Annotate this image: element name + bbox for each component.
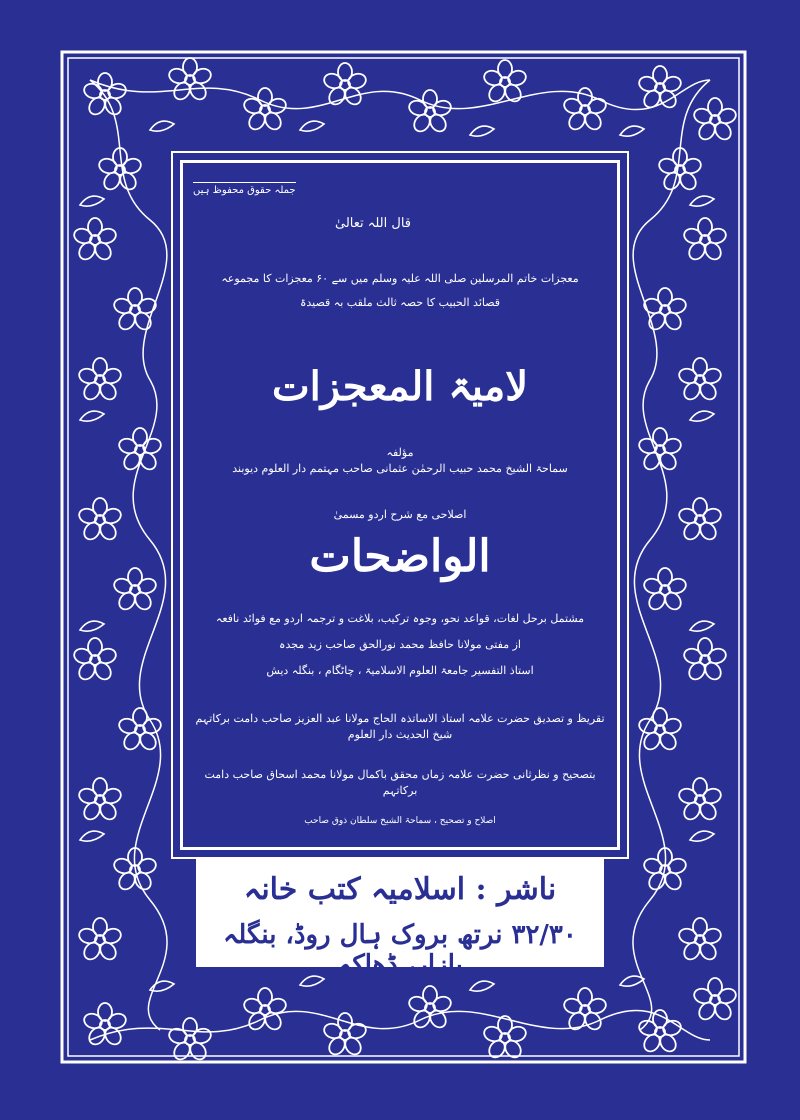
author-name: سماحۃ الشیخ محمد حبیب الرحمٰن عثمانی صاحب مہتمم دار العلوم دیوبند [232,462,568,475]
contents-line: مشتمل برحل لغات، قواعد نحو، وجوہ ترکیب، بلاغت و ترجمہ اردو مع فوائد نافعہ [215,612,585,625]
title-panel [180,160,620,850]
publisher-name: ناشر : اسلامیہ کتب خانہ [243,872,557,907]
institution-line: استاذ التفسیر جامعۃ العلوم الاسلامیۃ ، چاٹگام ، بنگلہ دیش [266,664,534,677]
endorsement-line: تقریظ و تصدیق حضرت علامہ استاذ الاساتذہ الحاج مولانا عبد العزیز صاحب دامت برکاتہم شیخ الحدیث دار العلوم [195,712,605,741]
copyright-notice: جملہ حقوق محفوظ ہیں [193,185,607,196]
edition-note: اصلاح و تصحیح ، سماحۃ الشیخ سلطان ذوق صاحب [304,816,496,826]
publisher-box [196,857,604,980]
commentary-title: الواضحات [309,531,491,582]
publisher-address: ۳۲/۳۰ نرتھ بروک ہال روڈ، بنگلہ بازار، ڈھاکہ [223,920,577,980]
commentary-label: اصلاحی مع شرح اردو مسمیٰ [333,508,467,521]
book-title: لامیۃ المعجزات [271,363,529,410]
quranic-verse: قال اللہ تعالیٰ [334,216,412,231]
review-line: بتصحیح و نظرثانی حضرت علامہ زماں محقق باکمال مولانا محمد اسحاق صاحب دامت برکاتہم [204,768,596,797]
author-label: مؤلفہ [386,446,414,459]
commentator-line: از مفتی مولانا حافظ محمد نورالحق صاحب زید مجدہ [279,638,521,651]
intro-line-2: قصائد الحبیب کا حصہ ثالث ملقب بہ قصیدۃ [299,296,501,309]
intro-line-1: معجزات خاتم المرسلین صلی اللہ علیہ وسلم میں سے ۶۰ معجزات کا مجموعہ [221,272,579,285]
